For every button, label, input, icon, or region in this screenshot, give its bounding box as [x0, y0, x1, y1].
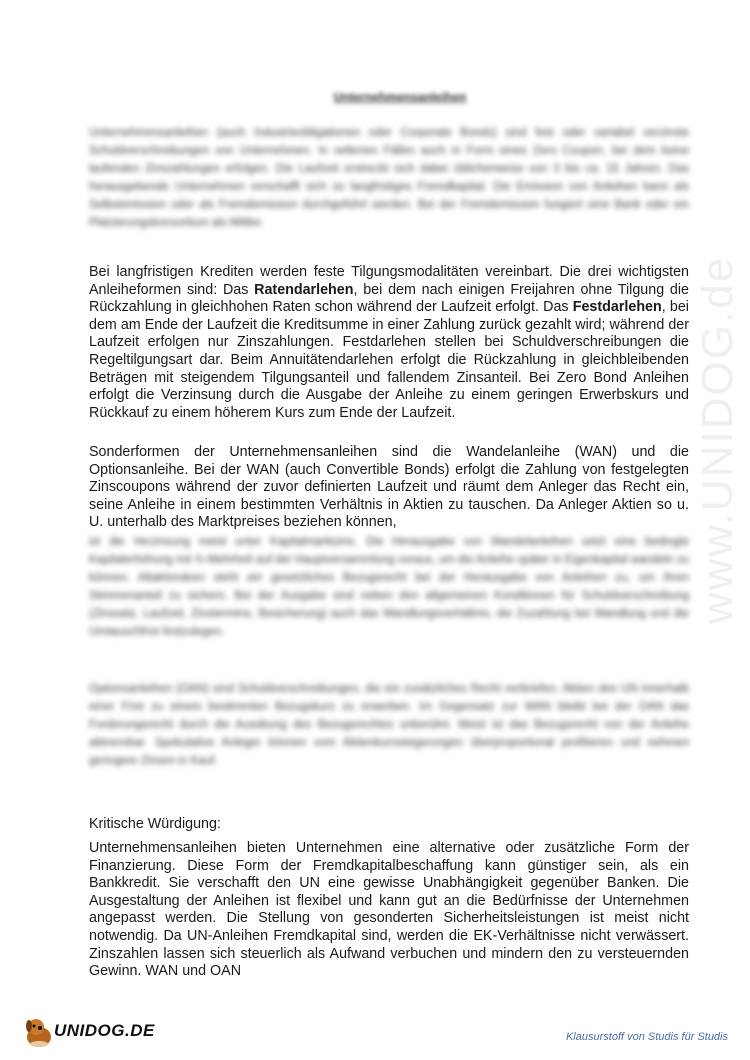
paragraph-sonderformen: Sonderformen der Unternehmensanleihen sind die Wandelanleihe (WAN) und die Optionsanleihe. Bei der WAN (auch Convertible Bonds) erfolgt die Zahlung von festgelegten Zinscoupons während der zuvor definierten Laufzeit und räumt dem Anleger das Recht ein, seine Anleihe in einem bestimmten Verhältnis in Aktien zu tauschen. Da Anleger Aktien so u. U. unterhalb des Marktpreises beziehen können,: [89, 444, 689, 531]
paragraph-optionsanleihe-blurred: Optionsanleihen (OAN) sind Schuldverschreibungen, die ein zusätzliches Recht verbriefen, Aktien des UN innerhalb einer Frist zu einem bestimmten Bezugskurs zu erwerben. Im Gegensatz zur WAN bleibt bei der OAN das Forderungsrecht durch die Ausübung des Bezugsrechtes unberührt. Meist ist das Bezugsrecht von der Anleihe abtrennbar. Spekulative Anleger können vom Aktienkurssteigerungen überproportional profitieren und nehmen geringere Zinsen in Kauf.: [89, 683, 689, 767]
paragraph-kritik: Unternehmensanleihen bieten Unternehmen eine alternative oder zusätzliche Form der Finanzierung. Diese Form der Fremdkapitalbeschaffung kann günstiger sein, als ein Bankkredit. Sie verschafft den UN eine gewisse Unabhängigkeit gegenüber Banken. Die Ausgestaltung der Anleihen ist flexibel und kann gut an die Bedürfnisse der Unternehmen angepasst werden. Die Stellung von gesonderten Sicherheitsleistungen ist meist nicht notwendig. Da UN-Anleihen Fremdkapital sind, werden die EK-Verhältnisse nicht verwässert. Zinszahlen lassen sich steuerlich als Aufwand verbuchen und mindern den zu versteuernden Gewinn. WAN und OAN: [89, 840, 689, 980]
page-title: Unternehmensanleihen: [333, 90, 467, 104]
paragraph-intro-blurred: Unternehmensanleihen (auch Industrieobligationen oder Corporate Bonds) sind fest oder variabel verzinste Schuldverschreibungen von Unternehmen. In seltenen Fällen auch in Form eines Zero Coupon, bei dem keine laufenden Zinszahlungen erfolgen. Die Laufzeit erstreckt sich dabei üblicherweise von 3 bis ca. 15 Jahren. Das herausgebende Unternehmen verschafft sich so langfristiges Fremdkapital. Die Emission von Anleihen kann als Selbstemission oder als Fremdemission durchgeführt werden. Bei der Fremdemission fungiert eine Bank oder ein Platzierungskonsortium als Mittler.: [89, 127, 689, 229]
watermark-text: www.UNIDOG.de: [693, 255, 742, 625]
paragraph-wandelanleihe-blurred: ist die Verzinsung meist unter Kapitalmarktzins. Die Herausgabe von Wandelanleihen setzt eine bedingte Kapitalerhöhung mit ¾-Mehrheit auf der Hauptversammlung voraus, um die Anleihe später in Eigenkapital wandeln zu können. Altaktionären steht ein gesetzliches Bezugsrecht bei der Herausgabe von Anleihen zu, um ihren Stimmenanteil zu sichern. Bei der Ausgabe sind neben den allgemeinen Konditionen für Schuldverschreibung (Zinssatz, Laufzeit, Zinstermine, Besicherung) auch das Wandlungsverhältnis, die Zuzahlung bei Wandlung und die Umtauschfrist festzulegen.: [89, 536, 689, 638]
text-run: , bei dem am Ende der Laufzeit die Kreditsumme in einer Zahlung zurück gezahlt wird; während der Laufzeit erfolgen nur Zinszahlungen. Festdarlehen stellen bei Schuldverschreibungen die Regeltilgungsart dar. Beim Annuitätendarlehen erfolgt die Rückzahlung in gleichbleibenden Beträgen mit steigendem Tilgungsanteil und fallendem Zinsanteil. Bei Zero Bond Anleihen erfolgt die Verzinsung durch die Ausgabe der Anleihe zu einem geringen Erwerbskurs und Rückkauf zu einem höherem Kurs zum Ende der Laufzeit.: [89, 299, 689, 421]
unidog-logo: [22, 1013, 155, 1049]
dog-icon: [22, 1013, 56, 1049]
paragraph-tilgung: [89, 264, 689, 422]
text-run: Bei langfristigen Krediten werden feste Tilgungsmodalitäten vereinbart. Die drei wichtigsten Anleiheformen sind: Das: [89, 264, 689, 298]
heading-kritik: Kritische Würdigung:: [89, 816, 221, 832]
text-run: , bei dem nach einigen Freijahren ohne Tilgung die Rückzahlung in gleichhohen Raten schon während der Laufzeit erfolgt. Das: [89, 281, 690, 316]
footer-slogan: Klausurstoff von Studis für Studis: [565, 1031, 728, 1043]
logo-text: UNIDOG.DE: [54, 1021, 155, 1040]
term-festdarlehen: Festdarlehen: [572, 299, 662, 316]
term-ratendarlehen: Ratendarlehen: [254, 281, 354, 298]
